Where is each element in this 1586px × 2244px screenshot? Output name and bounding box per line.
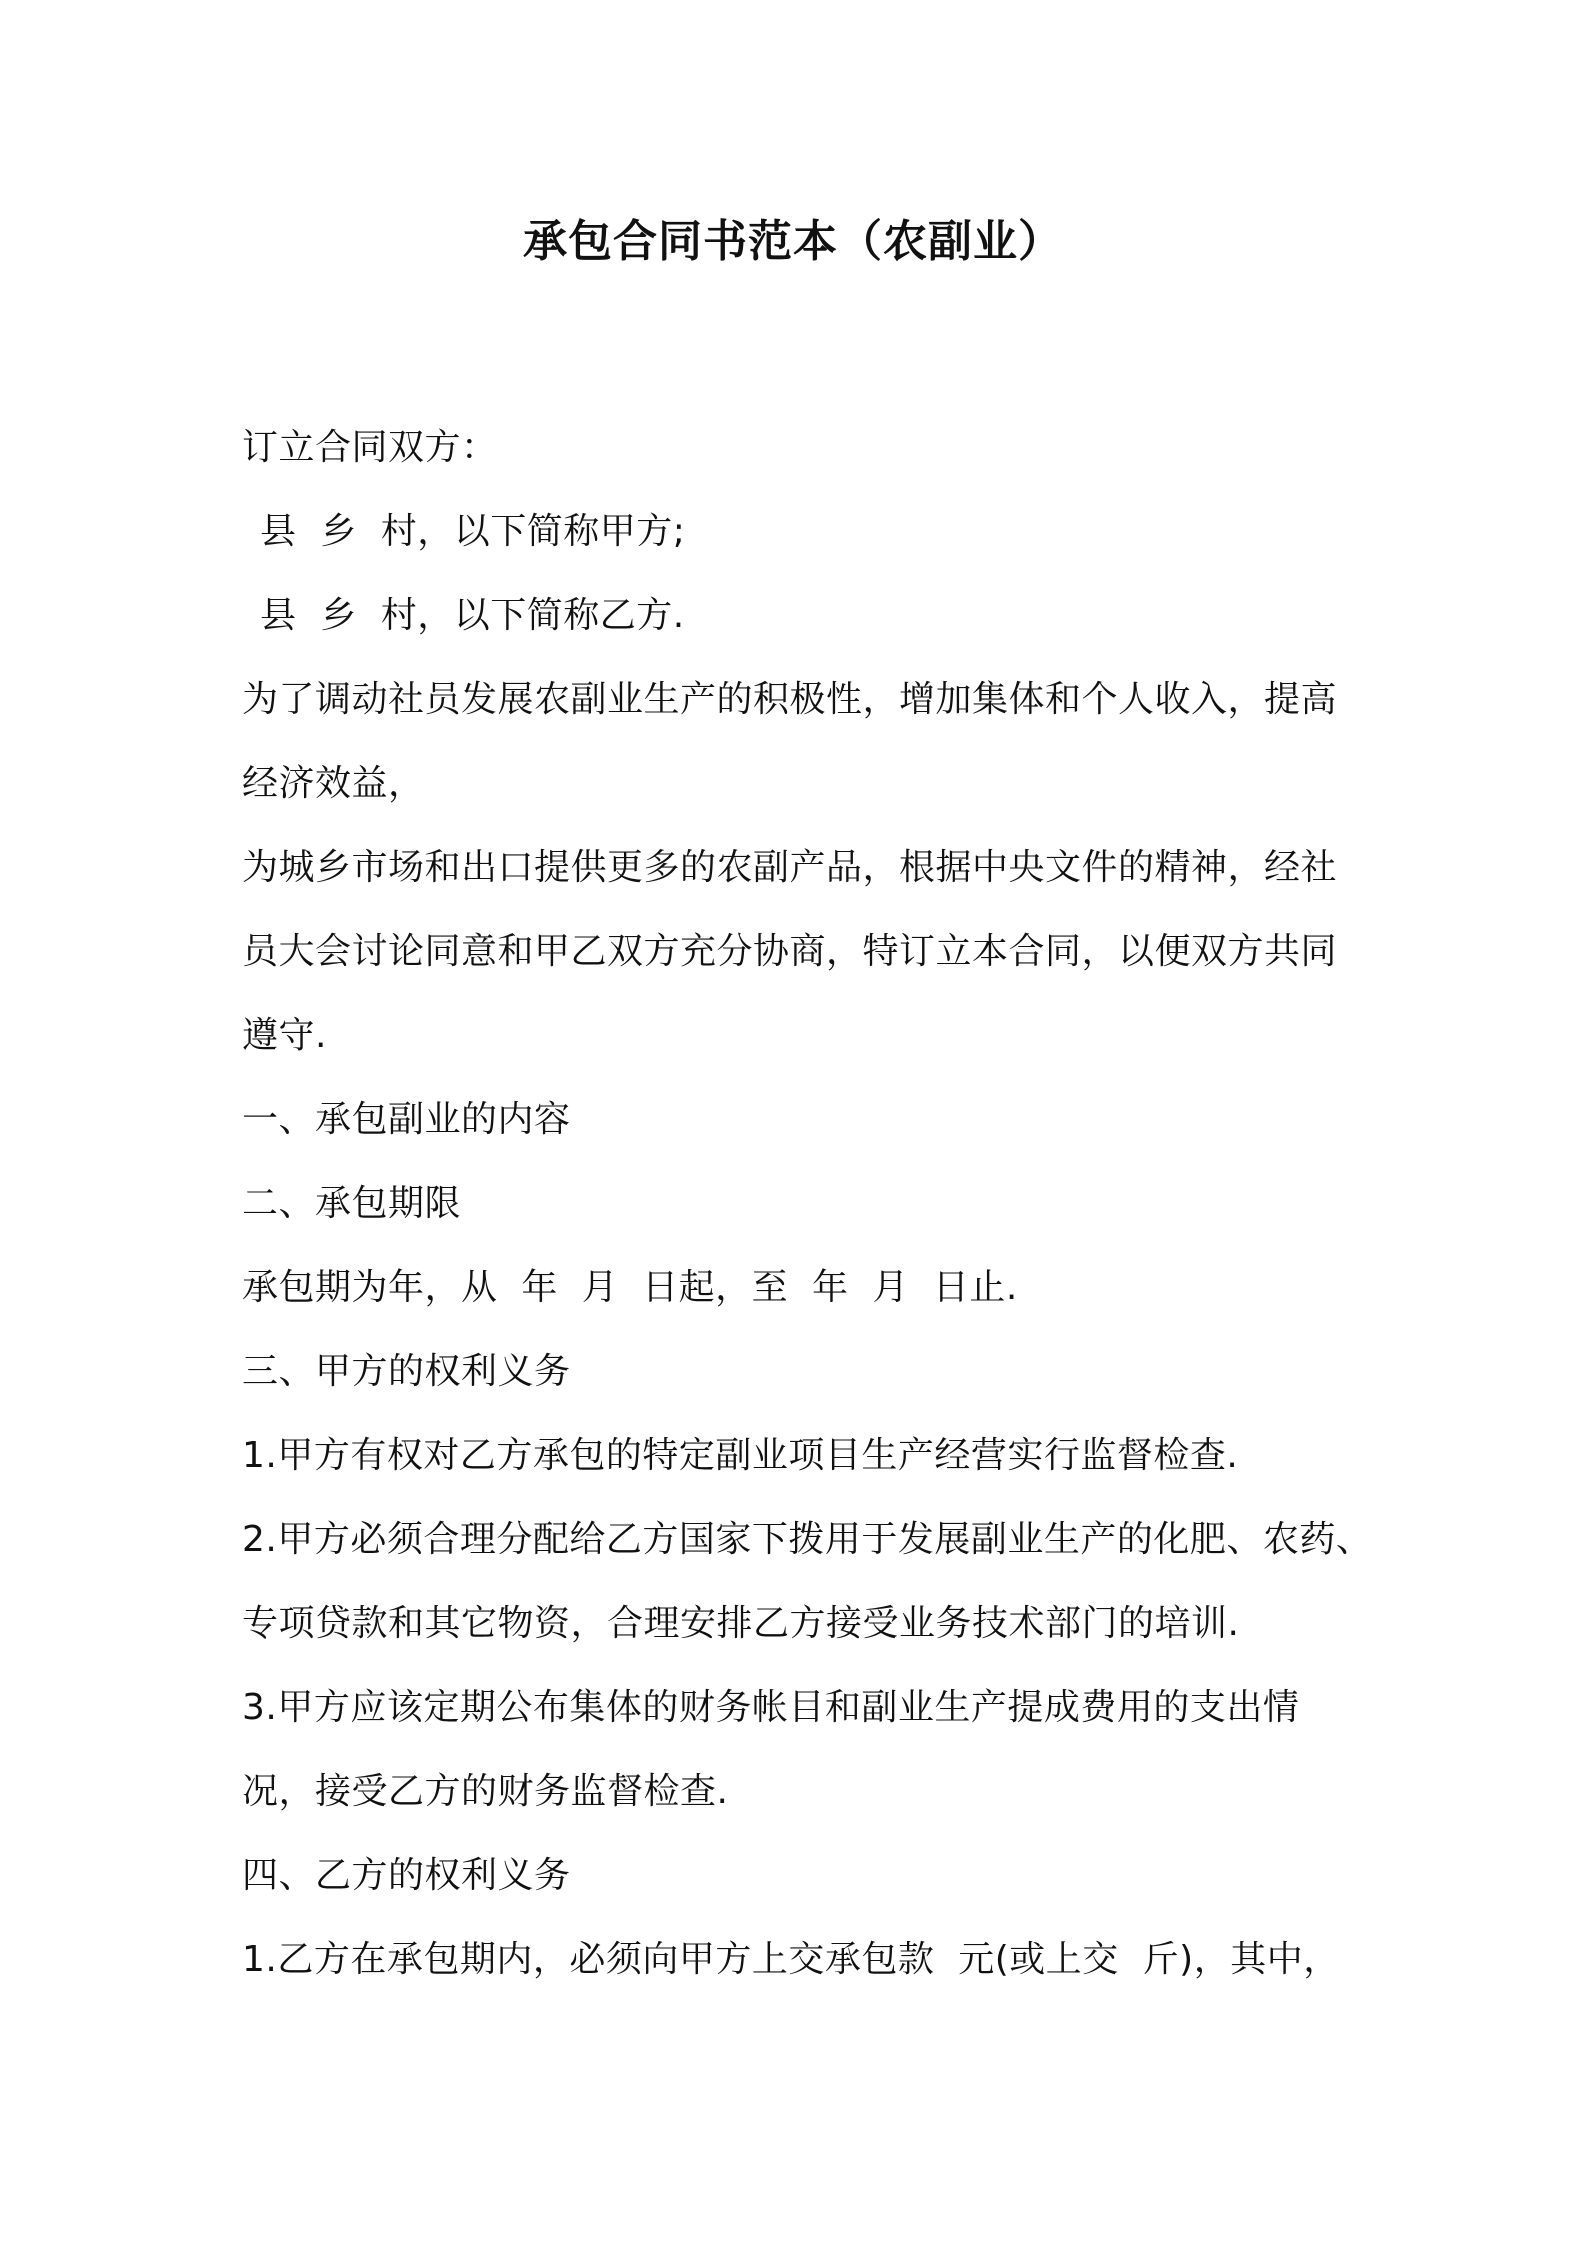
text-line: 经济效益， (242, 763, 425, 804)
text-line: 订立合同双方： (242, 427, 498, 468)
section-heading: 一、承包副业的内容 (242, 1099, 571, 1140)
text-line: 县 乡 村，以下简称乙方. (260, 595, 685, 636)
text-line: 专项贷款和其它物资，合理安排乙方接受业务技术部门的培训. (242, 1603, 1240, 1644)
text-line: 1.甲方有权对乙方承包的特定副业项目生产经营实行监督检查. (242, 1435, 1239, 1476)
text-line: 县 乡 村，以下简称甲方; (260, 511, 686, 552)
document-title: 承包合同书范本（农副业） (523, 216, 1063, 267)
text-line: 2.甲方必须合理分配给乙方国家下拨用于发展副业生产的化肥、农药、 (242, 1519, 1373, 1560)
text-line: 3.甲方应该定期公布集体的财务帐目和副业生产提成费用的支出情 (242, 1687, 1300, 1728)
section-heading: 三、甲方的权利义务 (242, 1351, 571, 1392)
text-line: 员大会讨论同意和甲乙双方充分协商，特订立本合同，以便双方共同 (242, 931, 1338, 972)
text-line: 为了调动社员发展农副业生产的积极性，增加集体和个人收入，提高 (242, 679, 1338, 720)
text-line: 承包期为年，从 年 月 日起，至 年 月 日止. (242, 1267, 1018, 1308)
text-line: 遵守. (242, 1015, 327, 1056)
section-heading: 四、乙方的权利义务 (242, 1855, 571, 1896)
text-line: 为城乡市场和出口提供更多的农副产品，根据中央文件的精神，经社 (242, 847, 1338, 888)
text-line: 1.乙方在承包期内，必须向甲方上交承包款 元(或上交 斤)，其中， (242, 1939, 1340, 1980)
document-body (242, 406, 1382, 2002)
text-line: 况，接受乙方的财务监督检查. (242, 1771, 729, 1812)
section-heading: 二、承包期限 (242, 1183, 462, 1224)
